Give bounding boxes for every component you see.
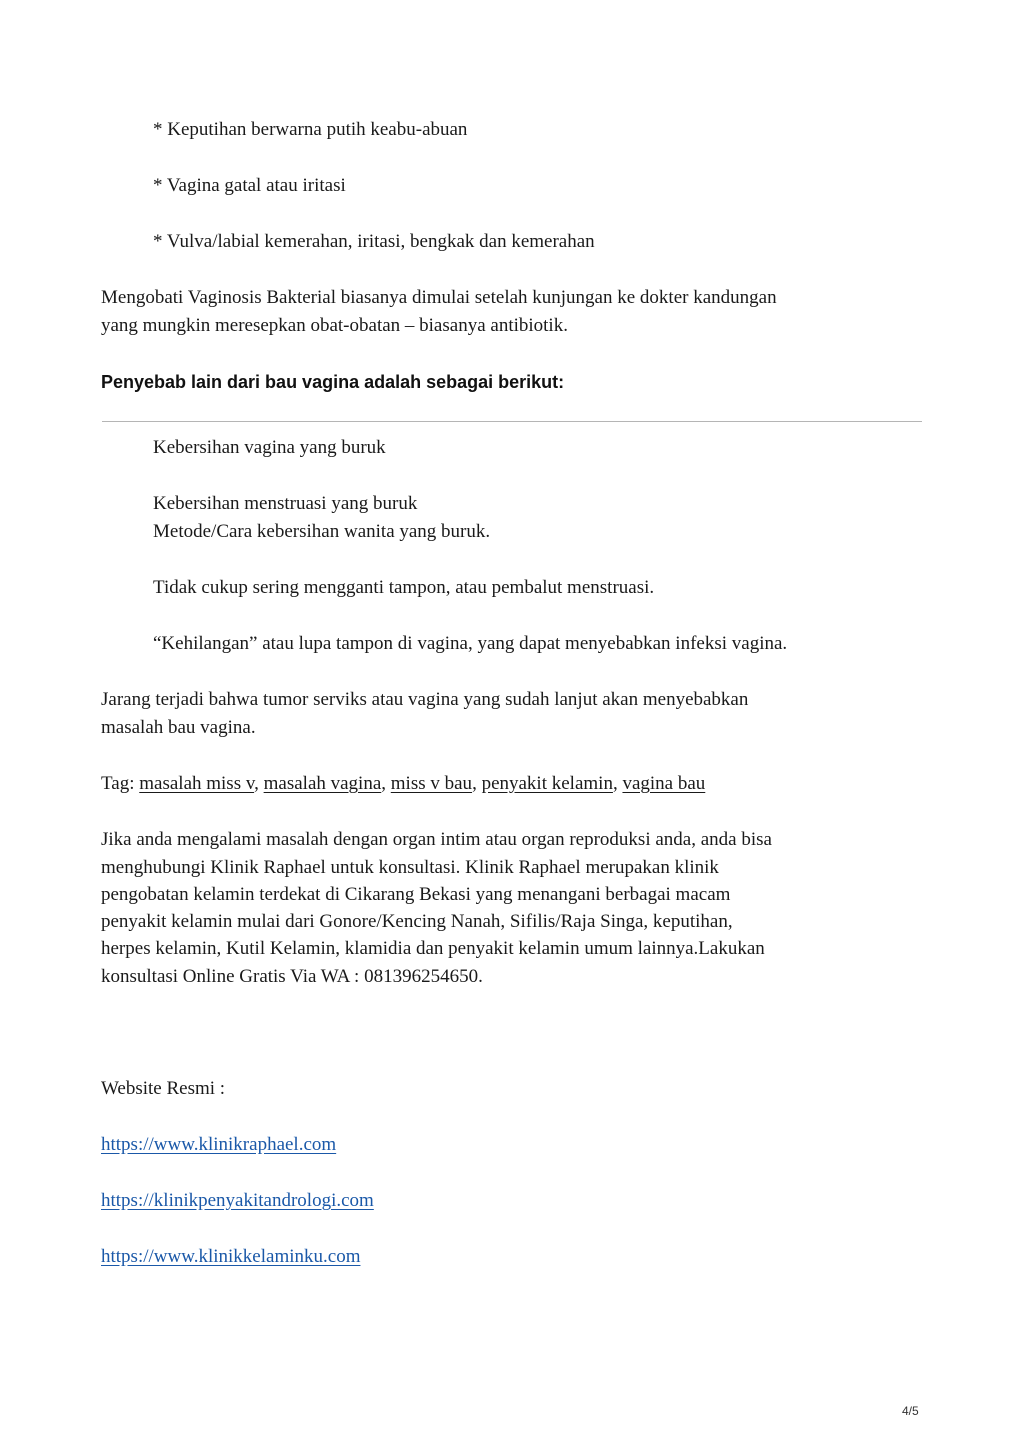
clinic-paragraph-line: konsultasi Online Gratis Via WA : 081396254650.: [101, 966, 483, 987]
treatment-paragraph-line: yang mungkin meresepkan obat-obatan – biasanya antibiotik.: [101, 315, 568, 336]
cause-item: Kebersihan vagina yang buruk: [153, 437, 386, 458]
website-link-item: [101, 1187, 374, 1214]
clinic-paragraph-line: menghubungi Klinik Raphael untuk konsultasi. Klinik Raphael merupakan klinik: [101, 857, 719, 878]
tag-link-miss-v-bau[interactable]: miss v bau: [390, 773, 473, 794]
treatment-paragraph-line: Mengobati Vaginosis Bakterial biasanya dimulai setelah kunjungan ke dokter kandungan: [101, 287, 777, 308]
website-link-klinikpenyakitandrologi[interactable]: https://klinikpenyakitandrologi.com: [101, 1190, 374, 1211]
symptom-item: * Vagina gatal atau iritasi: [153, 175, 346, 196]
website-link-klinikkelaminku[interactable]: https://www.klinikkelaminku.com: [101, 1246, 361, 1267]
tag-label: Tag:: [101, 773, 135, 794]
clinic-paragraph-line: penyakit kelamin mulai dari Gonore/Kencing Nanah, Sifilis/Raja Singa, keputihan,: [101, 911, 733, 932]
tumor-paragraph-line: masalah bau vagina.: [101, 717, 256, 738]
website-link-klinikraphael[interactable]: https://www.klinikraphael.com: [101, 1134, 337, 1155]
tag-link-penyakit-kelamin[interactable]: penyakit kelamin: [481, 773, 613, 794]
tag-list: [101, 770, 705, 797]
symptom-item: * Vulva/labial kemerahan, iritasi, bengkak dan kemerahan: [153, 231, 595, 252]
clinic-paragraph-line: pengobatan kelamin terdekat di Cikarang Bekasi yang menangani berbagai macam: [101, 884, 731, 905]
tag-link-vagina-bau[interactable]: vagina bau: [622, 773, 706, 794]
page-number: 4/5: [902, 1404, 919, 1418]
clinic-paragraph-line: herpes kelamin, Kutil Kelamin, klamidia dan penyakit kelamin umum lainnya.Lakukan: [101, 938, 765, 959]
website-label: Website Resmi :: [101, 1078, 226, 1099]
cause-item: “Kehilangan” atau lupa tampon di vagina, yang dapat menyebabkan infeksi vagina.: [153, 633, 788, 654]
cause-item: Tidak cukup sering mengganti tampon, atau pembalut menstruasi.: [153, 577, 655, 598]
tag-link-masalah-vagina[interactable]: masalah vagina: [263, 773, 382, 794]
cause-item: Metode/Cara kebersihan wanita yang buruk.: [153, 521, 491, 542]
website-link-item: [101, 1131, 336, 1158]
causes-heading: Penyebab lain dari bau vagina adalah sebagai berikut:: [101, 372, 565, 392]
tumor-paragraph-line: Jarang terjadi bahwa tumor serviks atau vagina yang sudah lanjut akan menyebabkan: [101, 689, 749, 710]
tag-separator: ,: [612, 773, 623, 794]
symptom-item: * Keputihan berwarna putih keabu-abuan: [153, 119, 468, 140]
tag-separator: ,: [381, 773, 391, 794]
tag-link-masalah-miss-v[interactable]: masalah miss v: [139, 773, 255, 794]
cause-item: Kebersihan menstruasi yang buruk: [153, 493, 418, 514]
tag-separator: ,: [254, 773, 264, 794]
website-link-item: [101, 1243, 360, 1270]
section-divider: [102, 421, 922, 422]
clinic-paragraph-line: Jika anda mengalami masalah dengan organ intim atau organ reproduksi anda, anda bisa: [101, 829, 772, 850]
tag-separator: ,: [472, 773, 482, 794]
